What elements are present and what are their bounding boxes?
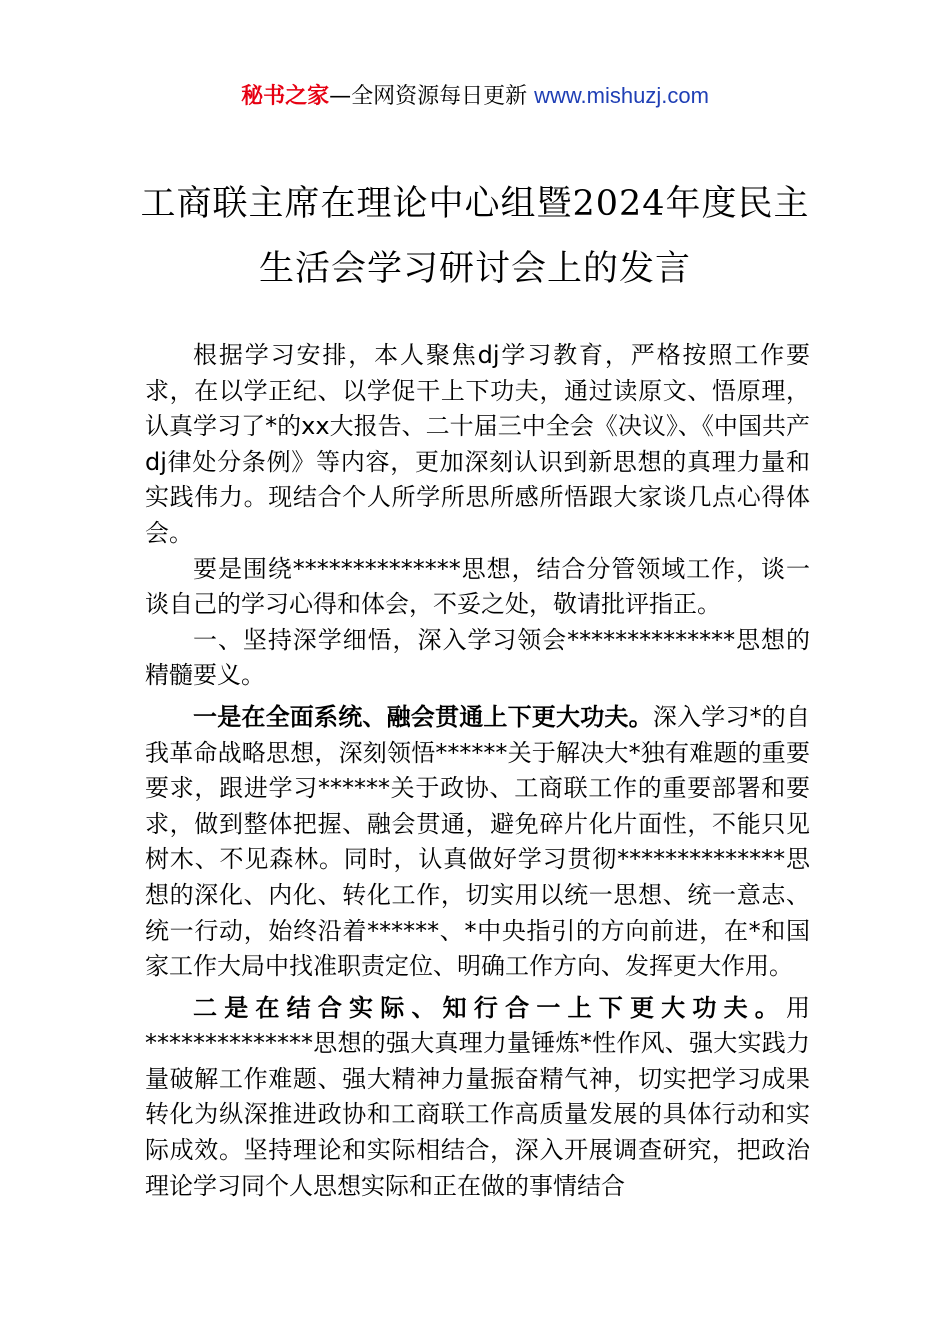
document-body: [145, 338, 810, 1204]
site-url-link[interactable]: www.mishuzj.com: [534, 83, 709, 108]
section-heading-1: 一、坚持深学细悟，深入学习领会**************思想的精髓要义。: [145, 625, 810, 690]
document-title: [100, 172, 850, 302]
header-tagline: —全网资源每日更新: [329, 84, 528, 109]
point-2-text: 用**************思想的强大真理力量锤炼*性作风、强大实践力量破解工作难题、强大精神力量振奋精气神，切实把学习成果转化为纵深推进政协和工商联工作高质量发展的具体行动和实际成效。坚持理论和实际相结合，深入开展调查研究，把政治理论学习同个人思想实际和正在做的事情结合: [145, 993, 810, 1200]
title-line-2: 生活会学习研讨会上的发言: [258, 249, 691, 289]
site-header: [0, 80, 950, 113]
point-2-lead: 二是在结合实际、知行合一上下更大功夫。: [193, 993, 786, 1022]
point-1-lead: 一是在全面系统、融会贯通上下更大功夫。: [193, 702, 653, 731]
point-1-text: 深入学习*的自我革命战略思想，深刻领悟******关于解决大*独有难题的重要要求，跟进学习******关于政协、工商联工作的重要部署和要求，做到整体把握、融会贯通，避免碎片化片面性，不能只见树木、不见森林。同时，认真做好学习贯彻**************思想的深化、内化、转化工作，切实用以统一思想、统一意志、统一行动，始终沿着******、*中央指引的方向前进，在*和国家工作大局中找准职责定位、明确工作方向、发挥更大作用。: [145, 702, 811, 981]
brand-name: 秘书之家: [241, 84, 330, 109]
paragraph-point-1: [145, 700, 810, 985]
paragraph-point-2: [145, 991, 810, 1205]
title-line-1: 工商联主席在理论中心组暨2024年度民主: [140, 184, 810, 224]
paragraph-purpose: 要是围绕**************思想，结合分管领域工作，谈一谈自己的学习心得和体会，不妥之处，敬请批评指正。: [145, 554, 810, 619]
paragraph-intro: 根据学习安排，本人聚焦dj学习教育，严格按照工作要求，在以学正纪、以学促干上下功夫，通过读原文、悟原理，认真学习了*的xx大报告、二十届三中全会《决议》、《中国共产dj律处分条例》等内容，更加深刻认识到新思想的真理力量和实践伟力。现结合个人所学所思所感所悟跟大家谈几点心得体会。: [145, 341, 810, 547]
